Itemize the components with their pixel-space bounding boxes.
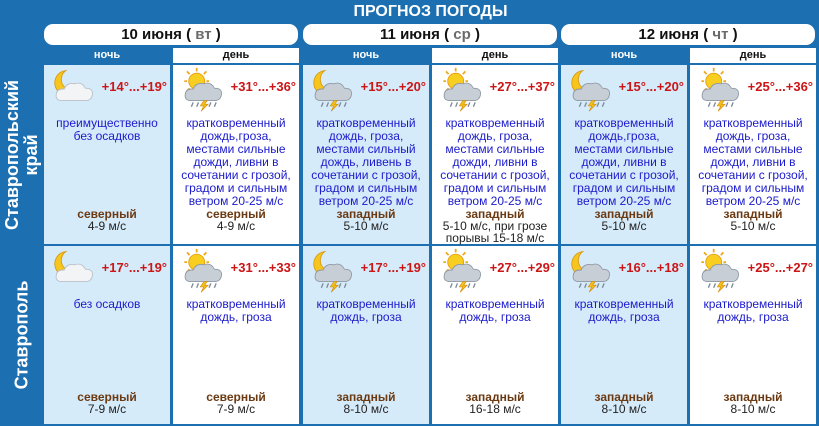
- moon-cloud-rain-thunder-icon: [306, 67, 358, 113]
- temperature-range: +15°...+20°: [360, 79, 426, 94]
- wind-direction: западный: [465, 207, 525, 221]
- wind-speed: 4-9 м/с: [216, 219, 256, 233]
- weather-description: кратковременный дождь, гроза: [186, 297, 286, 324]
- forecast-cell: [173, 246, 299, 424]
- wind-speed: 8-10 м/с: [343, 402, 389, 416]
- weather-description: преимущественно без осадков: [56, 116, 158, 143]
- moon-cloud-icon: [47, 248, 99, 294]
- wind-direction: северный: [77, 207, 137, 221]
- period-day-3: день: [690, 48, 816, 63]
- wind-speed: 16-18 м/с: [469, 402, 521, 416]
- wind-direction: западный: [723, 207, 783, 221]
- wind-info: [305, 208, 427, 232]
- period-night-2: ночь: [303, 48, 429, 63]
- weather-description: кратковременный дождь, гроза, местами сильные дожди, ливни в сочетании с грозой, градом и сильным ветром 20-25 м/с: [698, 116, 808, 208]
- sun-cloud-rain-thunder-icon: [693, 248, 745, 294]
- wind-info: [434, 208, 556, 244]
- wind-info: [563, 391, 685, 415]
- weather-description: кратковременный дождь, гроза, местами сильный дождь, ливень в сочетании с грозой, градом и сильным ветром 20-25 м/с: [311, 116, 421, 208]
- day-of-week: вт: [195, 26, 212, 43]
- temperature-range: +17°...+19°: [360, 260, 426, 275]
- sun-cloud-rain-thunder-icon: [435, 67, 487, 113]
- wind-info: [434, 391, 556, 415]
- sun-cloud-rain-thunder-icon: [693, 67, 745, 113]
- day-date: 11 июня: [380, 26, 440, 43]
- wind-gusts: порывы 15-18 м/с: [445, 231, 545, 245]
- moon-cloud-icon: [47, 67, 99, 113]
- forecast-cell: [690, 246, 816, 424]
- forecast-cell: [561, 246, 687, 424]
- temperature-range: +16°...+18°: [618, 260, 684, 275]
- region-header-krai: [2, 65, 42, 244]
- temperature-range: +25°...+27°: [747, 260, 813, 275]
- forecast-cell: [44, 246, 170, 424]
- wind-speed: 5-10 м/с: [343, 219, 389, 233]
- day-of-week: ср: [453, 26, 471, 43]
- forecast-title: ПРОГНОЗ ПОГОДЫ: [353, 3, 508, 20]
- forecast-cell: [432, 65, 558, 244]
- weather-description: кратковременный дождь, гроза: [445, 297, 545, 324]
- forecast-cell: [690, 65, 816, 244]
- wind-speed: 5-10 м/с: [730, 219, 776, 233]
- wind-direction: западный: [594, 390, 654, 404]
- wind-info: [175, 208, 297, 232]
- wind-info: [692, 391, 814, 415]
- temperature-range: +25°...+36°: [747, 79, 813, 94]
- wind-direction: западный: [336, 390, 396, 404]
- weather-description: кратковременный дождь, гроза: [316, 297, 416, 324]
- period-day-1: день: [173, 48, 299, 63]
- temperature-range: +31°...+33°: [230, 260, 296, 275]
- weather-description: без осадков: [73, 297, 141, 311]
- forecast-cell: [303, 65, 429, 244]
- wind-direction: западный: [336, 207, 396, 221]
- wind-direction: западный: [465, 390, 525, 404]
- temperature-range: +15°...+20°: [618, 79, 684, 94]
- weather-description: кратковременный дождь,гроза, местами сильные дожди, ливни в сочетании с грозой, градом и сильным ветром 20-25 м/с: [569, 116, 679, 208]
- wind-direction: северный: [206, 390, 266, 404]
- weather-description: кратковременный дождь,гроза, местами сильные дожди, ливни в сочетании с грозой, градом и сильным ветром 20-25 м/с: [181, 116, 291, 208]
- forecast-cell: [432, 246, 558, 424]
- wind-info: [563, 208, 685, 232]
- wind-direction: западный: [594, 207, 654, 221]
- period-night-3: ночь: [561, 48, 687, 63]
- forecast-cell: [44, 65, 170, 244]
- wind-speed: 7-9 м/с: [87, 402, 127, 416]
- moon-cloud-rain-thunder-icon: [564, 248, 616, 294]
- wind-info: [692, 208, 814, 232]
- moon-cloud-rain-thunder-icon: [306, 248, 358, 294]
- day-header-1: 10 июня ( вт ): [44, 24, 298, 45]
- wind-info: [46, 208, 168, 232]
- period-day-2: день: [432, 48, 558, 63]
- wind-direction: северный: [206, 207, 266, 221]
- wind-speed: 5-10 м/с, при грозе: [442, 219, 548, 233]
- temperature-range: +17°...+19°: [101, 260, 167, 275]
- wind-speed: 7-9 м/с: [216, 402, 256, 416]
- wind-info: [175, 391, 297, 415]
- forecast-cell: [173, 65, 299, 244]
- temperature-range: +27°...+29°: [489, 260, 555, 275]
- day-date: 12 июня: [638, 26, 700, 43]
- region-header-city: [2, 246, 42, 424]
- temperature-range: +31°...+36°: [230, 79, 296, 94]
- temperature-range: +27°...+37°: [489, 79, 555, 94]
- sun-cloud-rain-thunder-icon: [176, 248, 228, 294]
- wind-speed: 8-10 м/с: [730, 402, 776, 416]
- forecast-cell: [303, 246, 429, 424]
- wind-info: [305, 391, 427, 415]
- region-name: Ставрополь: [11, 280, 32, 390]
- wind-speed: 4-9 м/с: [87, 219, 127, 233]
- day-header-2: 11 июня ( ср ): [303, 24, 557, 45]
- day-header-3: 12 июня ( чт ): [561, 24, 815, 45]
- weather-description: кратковременный дождь, гроза: [703, 297, 803, 324]
- wind-info: [46, 391, 168, 415]
- day-of-week: чт: [712, 26, 729, 43]
- forecast-cell: [561, 65, 687, 244]
- region-name: Ставропольский край: [2, 79, 41, 230]
- wind-direction: северный: [77, 390, 137, 404]
- temperature-range: +14°...+19°: [101, 79, 167, 94]
- weather-description: кратковременный дождь, гроза, местами сильные дожди, ливни в сочетании с грозой, градом и сильным ветром 20-25 м/с: [440, 116, 550, 208]
- wind-direction: западный: [723, 390, 783, 404]
- day-date: 10 июня: [121, 26, 182, 43]
- weather-description: кратковременный дождь, гроза: [574, 297, 674, 324]
- period-night-1: ночь: [44, 48, 170, 63]
- moon-cloud-rain-thunder-icon: [564, 67, 616, 113]
- wind-speed: 8-10 м/с: [601, 402, 647, 416]
- wind-speed: 5-10 м/с: [601, 219, 647, 233]
- sun-cloud-rain-thunder-icon: [176, 67, 228, 113]
- sun-cloud-rain-thunder-icon: [435, 248, 487, 294]
